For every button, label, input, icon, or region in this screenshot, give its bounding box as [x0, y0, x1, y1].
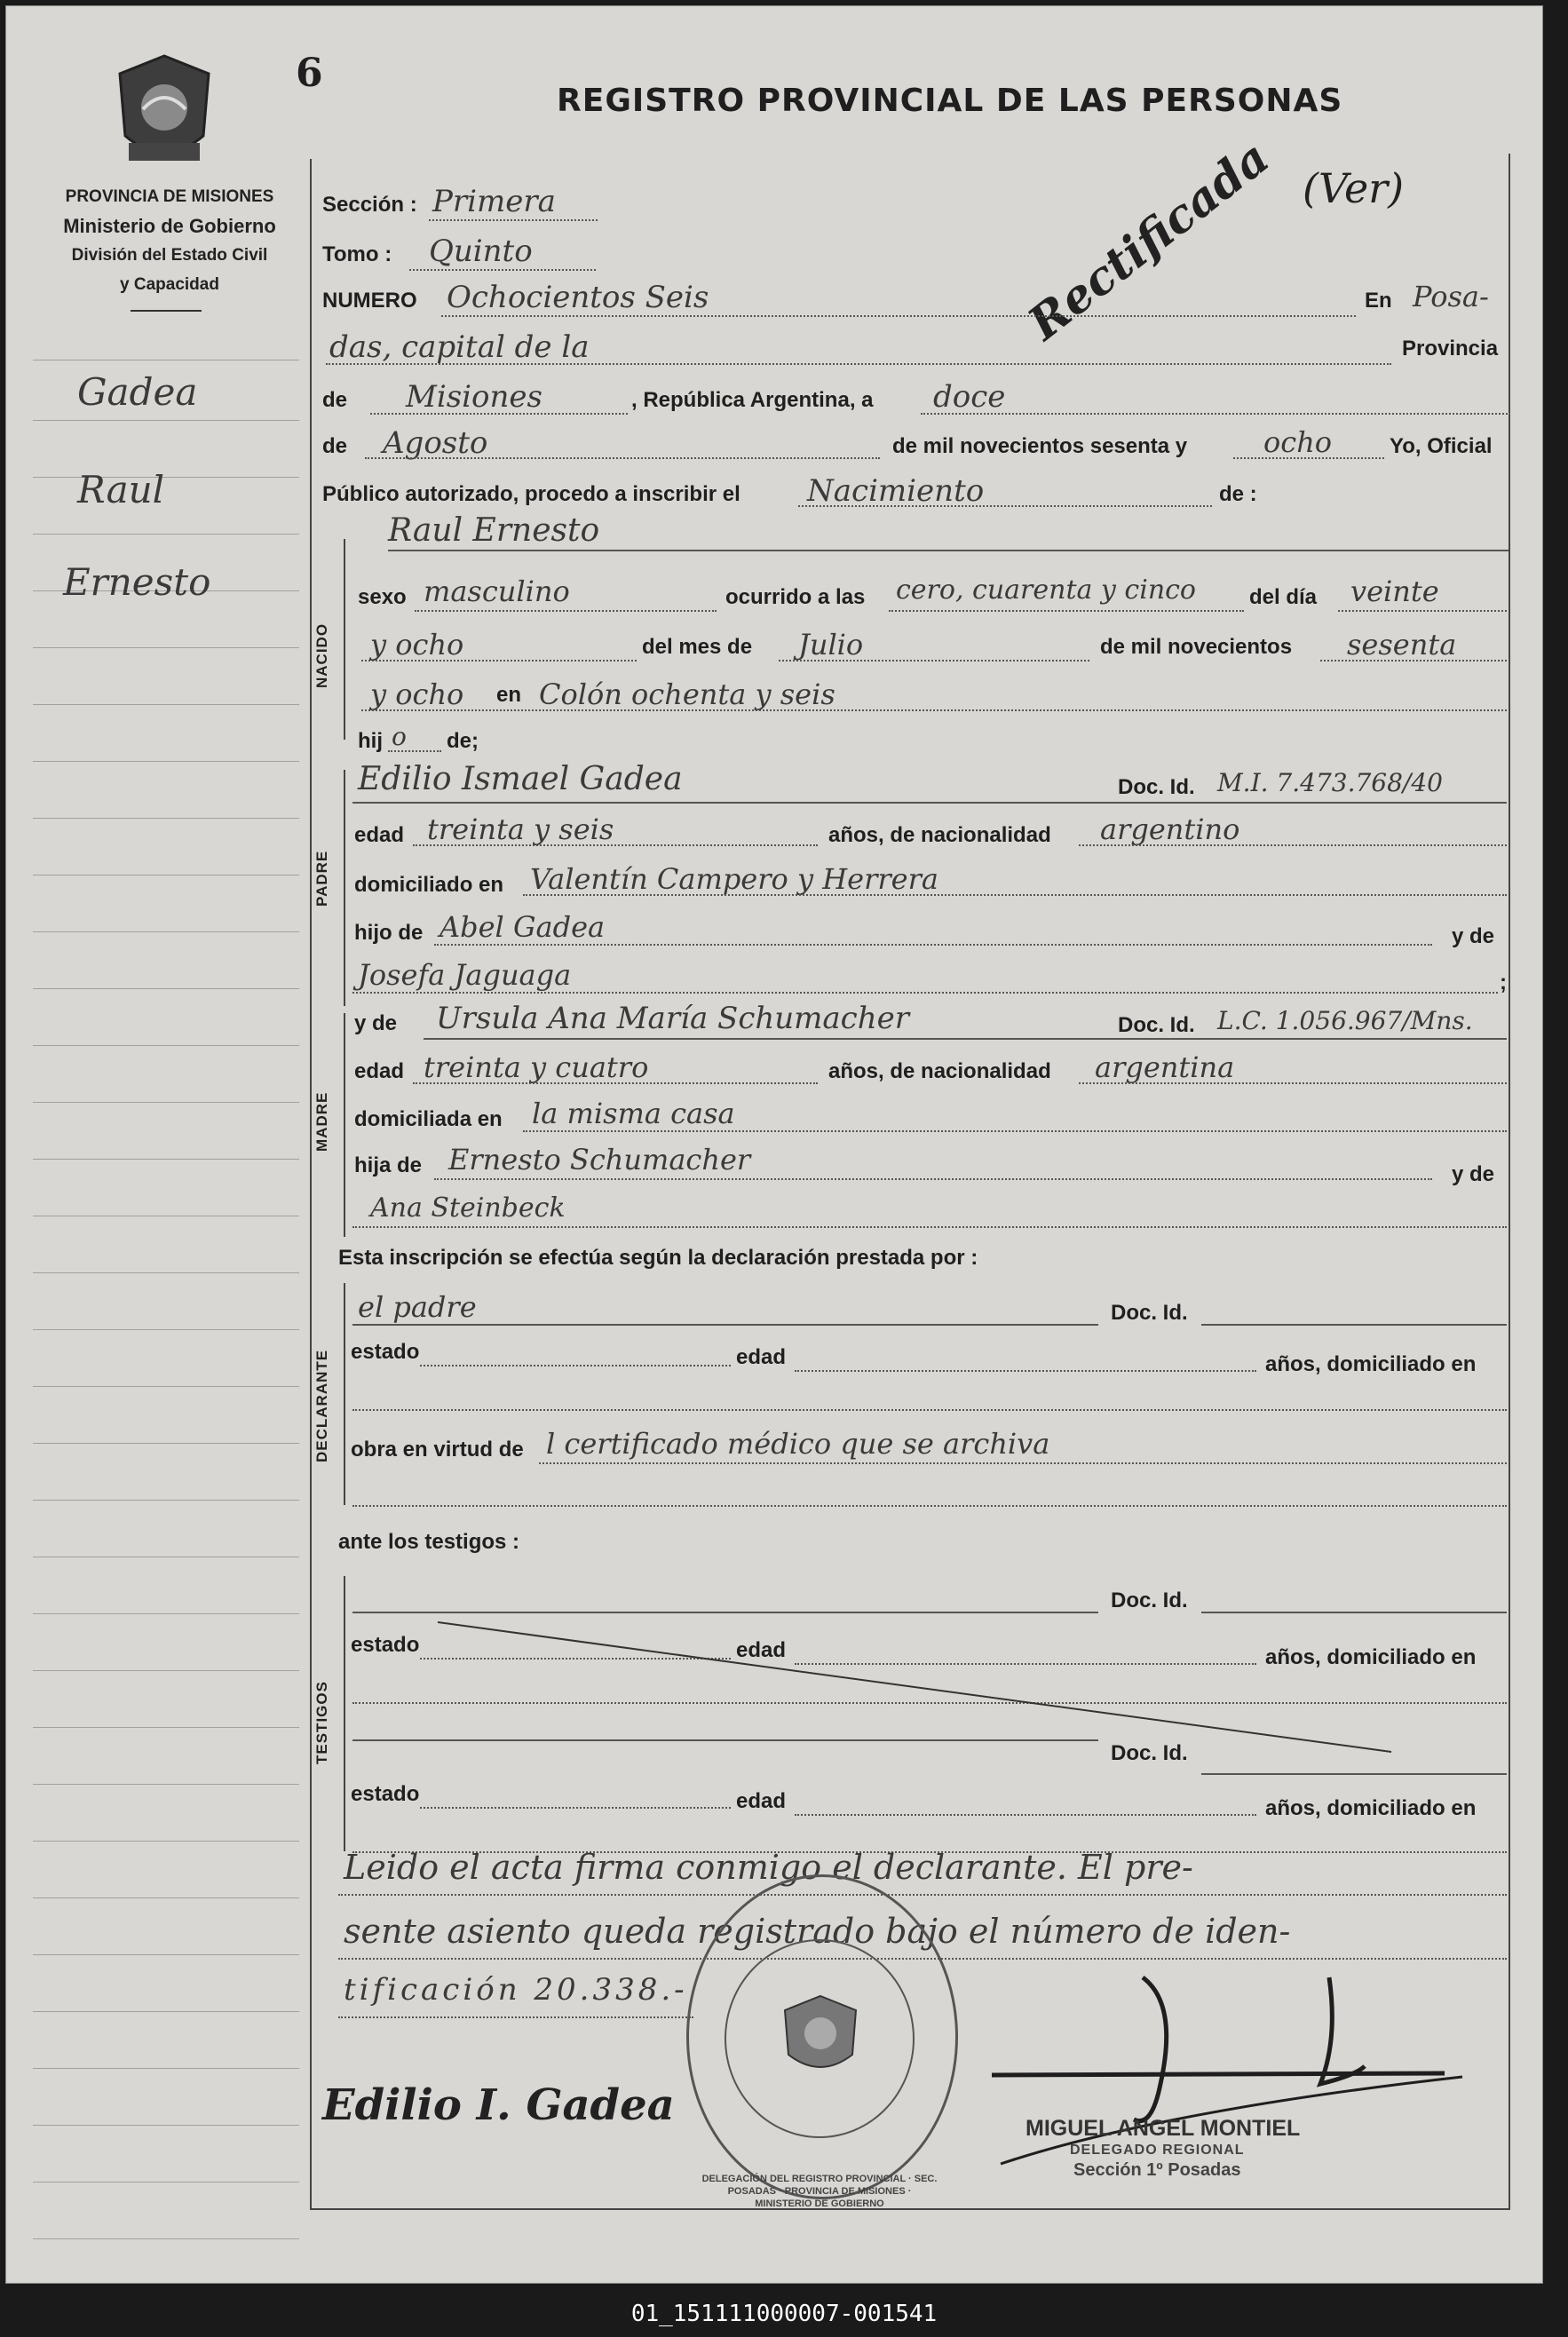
nacido-section-border: [344, 539, 345, 740]
madre-madre-value: Ana Steinbeck: [370, 1192, 566, 1224]
agency-province: PROVINCIA DE MISIONES: [65, 187, 274, 206]
tomo-label: Tomo :: [322, 242, 392, 266]
seal-text: DELEGACIÓN DEL REGISTRO PROVINCIAL · SEC. POSADAS · PROVINCIA DE MISIONES · MINISTERIO DE GOBIERNO: [701, 2174, 938, 2209]
obra-line2: [352, 1505, 1507, 1507]
madre-edad-line: [413, 1082, 818, 1084]
madre-madre-line: [352, 1226, 1507, 1228]
page-title: REGISTRO PROVINCIAL DE LAS PERSONAS: [557, 83, 1343, 119]
dia-label: del día: [1249, 585, 1318, 609]
provincia-line: [370, 413, 628, 415]
madre-nac-label: años, de nacionalidad: [828, 1059, 1051, 1083]
lugar-value: Colón ochenta y seis: [539, 677, 835, 711]
declarant-signature: Edilio I. Gadea: [322, 2080, 675, 2130]
sexo-label: sexo: [358, 585, 407, 609]
anio-value: ocho: [1263, 425, 1333, 459]
hijo-line: [388, 750, 441, 752]
publico-label: Público autorizado, procedo a inscribir el: [322, 482, 740, 506]
nacido-section-label: NACIDO: [313, 622, 330, 688]
margin-rule: [33, 1443, 299, 1444]
closing-line3: tificación 20.338.-: [344, 1972, 688, 2008]
testigo2-estado-label: estado: [351, 1782, 420, 1806]
padre-section-border: [344, 770, 345, 1006]
madre-hija-label: hija de: [354, 1153, 423, 1177]
madre-yde-label: y de: [354, 1011, 398, 1035]
closing-line2: sente asiento queda registrado bajo el número de iden-: [344, 1912, 1291, 1951]
closing-line1-rule: [338, 1894, 1507, 1896]
official-section: Sección 1º Posadas: [1073, 2160, 1241, 2180]
declarante-section-label: DECLARANTE: [313, 1349, 330, 1462]
padre-dom-line: [523, 894, 1507, 896]
seccion-value: Primera: [432, 184, 556, 219]
hijo-value: o: [392, 722, 407, 751]
testigo1-anios-label: años, domiciliado en: [1265, 1645, 1477, 1669]
margin-rule: [33, 1159, 299, 1160]
nacido-dia2-line: [361, 660, 637, 661]
madre-edad-value: treinta y cuatro: [424, 1050, 649, 1084]
ciudad-line: [326, 363, 1391, 365]
closing-line1: Leido el acta firma conmigo el declarante. El pre-: [344, 1848, 1193, 1887]
annotation-mark: (Ver): [1303, 164, 1405, 212]
nacido-mes-line: [779, 660, 1089, 661]
margin-rule: [33, 2125, 299, 2126]
sexo-line: [415, 610, 717, 612]
agency-block: [28, 182, 312, 299]
padre-nombre-value: Edilio Ismael Gadea: [358, 761, 683, 797]
nacido-nombre-line: [388, 550, 1509, 551]
agency-capacity: y Capacidad: [120, 275, 219, 294]
agency-underline: [131, 310, 202, 312]
madre-padre-value: Ernesto Schumacher: [448, 1143, 751, 1176]
dia-value: doce: [933, 379, 1006, 415]
declarante-dom-line: [352, 1409, 1507, 1411]
archive-id: 01_151111000007-001541: [630, 2301, 938, 2327]
margin-rule: [33, 704, 299, 705]
margin-rule: [33, 1329, 299, 1330]
page-number: 6: [296, 51, 323, 96]
padre-nac-label: años, de nacionalidad: [828, 823, 1051, 847]
declarante-estado-line: [420, 1365, 731, 1367]
madre-doc-label: Doc. Id.: [1118, 1013, 1195, 1037]
agency-division: División del Estado Civil: [71, 246, 268, 265]
ocurrido-label: ocurrido a las: [725, 585, 866, 609]
madre-edad-label: edad: [354, 1059, 405, 1083]
madre-nombre-value: Ursula Ana María Schumacher: [436, 1001, 909, 1036]
margin-rule: [33, 1102, 299, 1103]
margin-rule: [33, 477, 299, 478]
margin-rule: [33, 1727, 299, 1728]
margin-first-name: Raul: [77, 468, 165, 511]
madre-dom-label: domiciliada en: [354, 1107, 503, 1131]
nacido-anio-line: [1320, 660, 1507, 661]
provincial-crest-icon: [111, 51, 218, 175]
margin-rule: [33, 761, 299, 762]
madre-doc-value: L.C. 1.056.967/Mns.: [1217, 1006, 1473, 1035]
numero-label: NUMERO: [322, 289, 417, 313]
margin-rule: [33, 1613, 299, 1614]
margin-rule: [33, 1897, 299, 1898]
madre-yde2-label: y de: [1452, 1162, 1495, 1186]
mes-label: del mes de: [642, 635, 753, 659]
padre-doc-value: M.I. 7.473.768/40: [1217, 768, 1443, 797]
margin-rule: [33, 1045, 299, 1046]
testigo1-doc-line: [1201, 1612, 1507, 1613]
nacido-nombre-value: Raul Ernesto: [388, 512, 600, 549]
testigo1-doc-label: Doc. Id.: [1111, 1588, 1188, 1612]
margin-rule: [33, 1500, 299, 1501]
seal-crest-icon: [778, 1992, 863, 2081]
testigo2-estado-line: [420, 1807, 731, 1809]
padre-dom-label: domiciliado en: [354, 873, 504, 897]
numero-line: [441, 315, 1356, 317]
de3-label: de :: [1219, 482, 1257, 506]
anio-line: [1233, 457, 1384, 459]
testigo2-edad-label: edad: [736, 1789, 787, 1813]
agency-ministry: Ministerio de Gobierno: [63, 215, 276, 237]
nacido-dia-line: [1338, 610, 1507, 612]
testigo1-edad-label: edad: [736, 1638, 787, 1662]
declarante-estado-label: estado: [351, 1340, 420, 1364]
padre-nombre-line: [352, 802, 1507, 804]
mil-label: de mil novecientos: [1100, 635, 1293, 659]
padre-hijo-value: Abel Gadea: [440, 910, 606, 944]
de-label: de: [322, 388, 348, 412]
margin-rule: [33, 818, 299, 819]
declarante-nombre-line: [352, 1324, 1098, 1326]
nacido-dia-value: veinte: [1350, 574, 1439, 608]
official-name: MIGUEL ANGEL MONTIEL: [1026, 2116, 1301, 2141]
testigos-strike-line: [432, 1619, 1400, 1761]
nacido-anio-value: sesenta: [1347, 628, 1457, 661]
seccion-label: Sección :: [322, 193, 417, 217]
obra-value: l certificado médico que se archiva: [546, 1427, 1050, 1461]
declarante-edad-label: edad: [736, 1345, 787, 1369]
padre-yde-label: y de: [1452, 924, 1495, 948]
testigos-intro: ante los testigos :: [338, 1530, 520, 1554]
declarante-doc-line: [1201, 1324, 1507, 1326]
margin-rule: [33, 1670, 299, 1671]
nacido-dia-value2: y ocho: [370, 628, 464, 661]
declarante-anios-label: años, domiciliado en: [1265, 1352, 1477, 1376]
form-left-border: [310, 159, 312, 2210]
padre-nac-line: [1079, 844, 1507, 846]
declaracion-intro: Esta inscripción se efectúa según la declaración prestada por :: [338, 1246, 978, 1270]
margin-rule: [33, 2238, 299, 2239]
margin-rule: [33, 1841, 299, 1842]
hijo-prefix: hij: [358, 729, 383, 753]
republica-label: , República Argentina, a: [631, 388, 874, 412]
margin-rule: [33, 1784, 299, 1785]
oficial-label: Yo, Oficial: [1390, 434, 1493, 458]
testigos-section-label: TESTIGOS: [313, 1681, 330, 1764]
official-seal: [686, 1874, 958, 2199]
madre-dom-line: [523, 1130, 1507, 1132]
madre-nac-line: [1079, 1082, 1507, 1084]
anio-label: de mil novecientos sesenta y: [892, 434, 1188, 458]
madre-dom-value: la misma casa: [532, 1097, 735, 1130]
en-label: En: [1365, 289, 1392, 313]
closing-line3-rule: [338, 2016, 693, 2018]
margin-rule: [33, 420, 299, 421]
acto-line: [798, 505, 1212, 507]
margin-rule: [33, 988, 299, 989]
en-label-nacido: en: [496, 683, 522, 707]
margin-middle-name: Ernesto: [63, 560, 211, 604]
mes-value: Agosto: [383, 425, 488, 461]
form-right-border: [1509, 154, 1510, 2210]
madre-nombre-line: [424, 1038, 1507, 1040]
padre-semicolon: ;: [1500, 970, 1507, 994]
mes-line: [365, 457, 880, 459]
margin-rule: [33, 647, 299, 648]
padre-section-label: PADRE: [313, 850, 330, 907]
register-page: [5, 5, 1543, 2284]
padre-nac-value: argentino: [1100, 812, 1240, 846]
tomo-line: [409, 269, 596, 271]
hora-value: cero, cuarenta y cinco: [896, 574, 1196, 606]
padre-hijo-line: [434, 944, 1432, 946]
margin-rule: [33, 2011, 299, 2012]
official-title: DELEGADO REGIONAL: [1070, 2143, 1245, 2158]
padre-hijo-label: hijo de: [354, 921, 424, 945]
testigo1-estado-label: estado: [351, 1633, 420, 1657]
padre-edad-line: [413, 844, 818, 846]
testigos-section-border: [344, 1576, 345, 1851]
declarante-nombre-value: el padre: [358, 1290, 477, 1324]
dia-line: [921, 413, 1510, 415]
madre-padre-line: [434, 1178, 1432, 1180]
margin-rule: [33, 931, 299, 932]
madre-nac-value: argentina: [1095, 1050, 1235, 1084]
margin-rule: [33, 1386, 299, 1387]
ciudad-value: das, capital de la: [329, 329, 590, 365]
madre-section-label: MADRE: [313, 1091, 330, 1152]
padre-doc-label: Doc. Id.: [1118, 775, 1195, 799]
rectificada-annotation: Rectificada: [1018, 130, 1279, 352]
acto-value: Nacimiento: [807, 473, 985, 509]
testigo2-anios-label: años, domiciliado en: [1265, 1796, 1477, 1820]
en-value: Posa-: [1413, 280, 1489, 313]
hora-line: [889, 610, 1244, 612]
padre-edad-value: treinta y seis: [427, 812, 614, 846]
testigo2-edad-line: [795, 1814, 1256, 1816]
margin-rule: [33, 1954, 299, 1955]
lugar-line: [361, 709, 1507, 711]
padre-edad-label: edad: [354, 823, 405, 847]
tomo-value: Quinto: [429, 234, 533, 269]
provincia-value: Misiones: [406, 379, 542, 415]
numero-value: Ochocientos Seis: [447, 280, 709, 315]
hijo-suffix: de;: [447, 729, 479, 753]
margin-rule: [33, 534, 299, 535]
provincia-label: Provincia: [1402, 337, 1499, 360]
margin-rule: [33, 1272, 299, 1273]
padre-dom-value: Valentín Campero y Herrera: [530, 862, 938, 896]
seccion-line: [429, 219, 598, 221]
padre-madre-value: Josefa Jaguaga: [358, 958, 572, 992]
margin-rule: [33, 2068, 299, 2069]
declarante-section-border: [344, 1283, 345, 1505]
de2-label: de: [322, 434, 348, 458]
testigo2-doc-label: Doc. Id.: [1111, 1741, 1188, 1765]
margin-rule: [33, 2182, 299, 2183]
madre-section-border: [344, 1013, 345, 1237]
declarante-edad-line: [795, 1370, 1256, 1372]
obra-label: obra en virtud de: [351, 1438, 524, 1462]
padre-madre-line: [352, 992, 1498, 994]
nacido-mes-value: Julio: [798, 628, 864, 661]
declarante-doc-label: Doc. Id.: [1111, 1301, 1188, 1325]
margin-surname: Gadea: [77, 370, 198, 414]
obra-line: [539, 1462, 1507, 1464]
nacido-anio-value2: y ocho: [370, 677, 464, 711]
testigo2-doc-line: [1201, 1773, 1507, 1775]
sexo-value: masculino: [424, 574, 570, 608]
testigo1-nombre-line: [352, 1612, 1098, 1613]
